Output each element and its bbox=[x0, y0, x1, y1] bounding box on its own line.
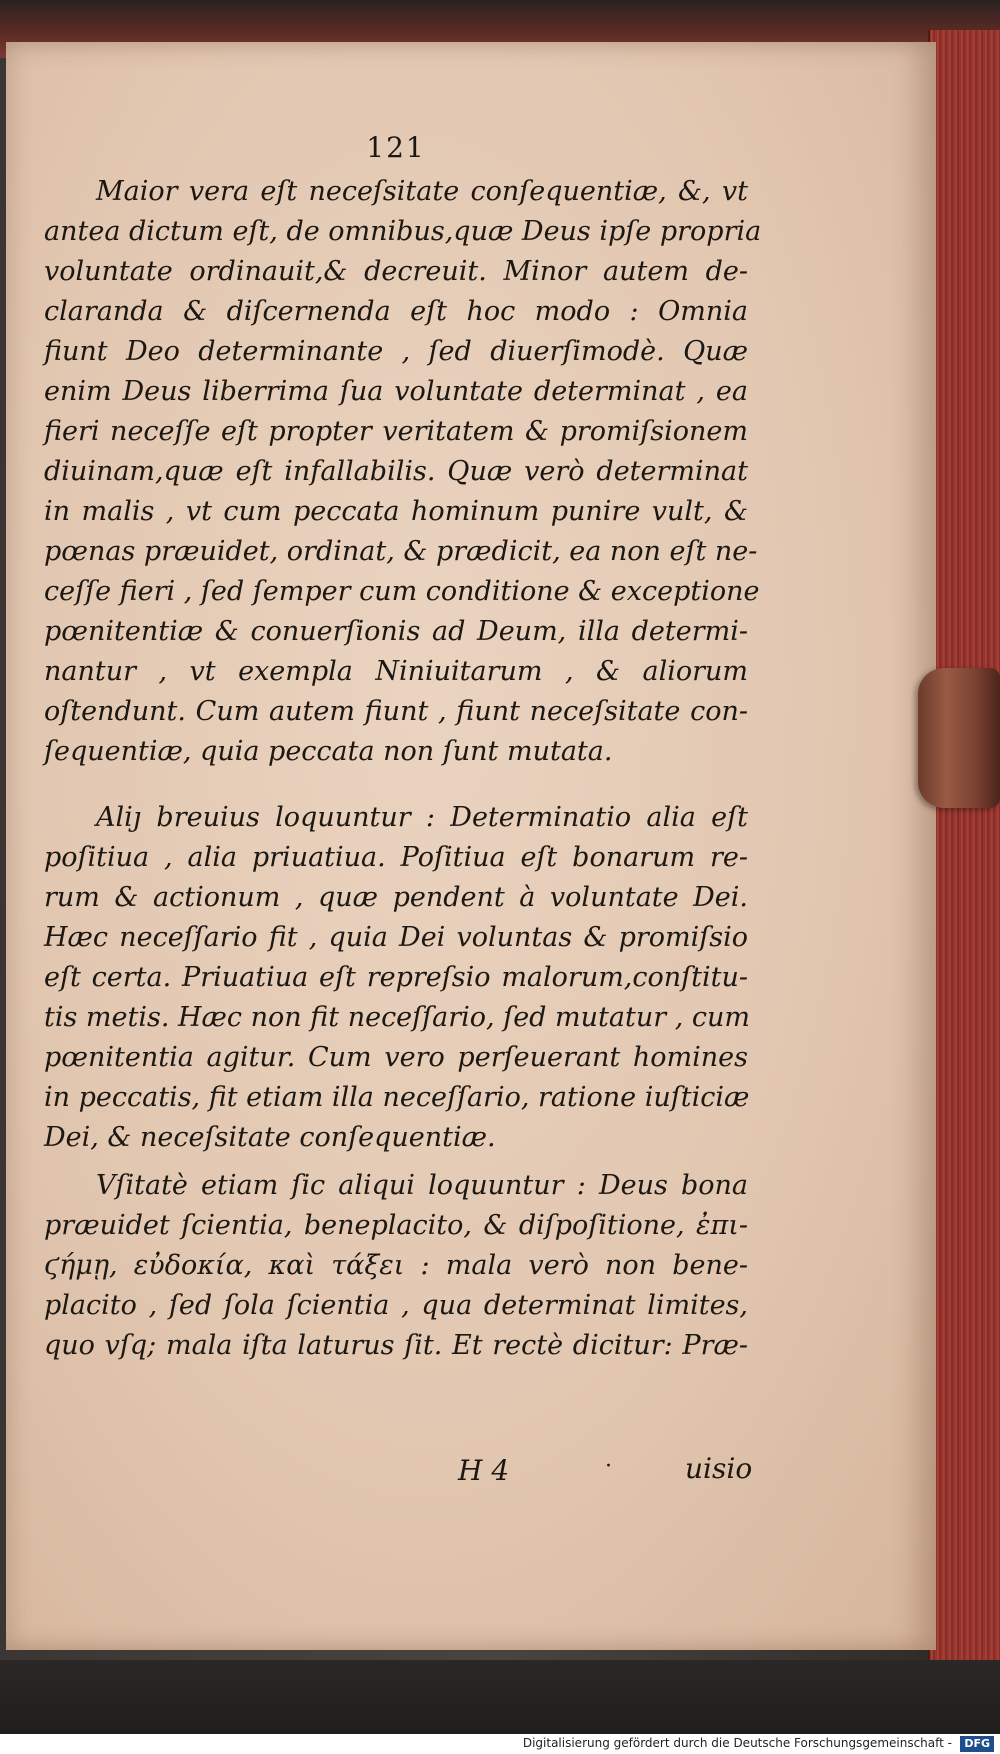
text-line: antea dictum eſt, de omnibus,quæ Deus ipſe propria bbox=[44, 216, 762, 247]
paragraph-3 bbox=[44, 1166, 748, 1366]
text-line: rum & actionum , quæ pendent à voluntate Dei. bbox=[44, 882, 748, 913]
signature-mark: H 4 bbox=[458, 1454, 510, 1487]
digitization-credit: Digitalisierung gefördert durch die Deutsche Forschungsgemeinschaft - bbox=[522, 1736, 952, 1750]
text-line: quo vſq; mala iſta laturus ſit. Et rectè dicitur: Præ- bbox=[44, 1330, 748, 1361]
book-clasp bbox=[918, 668, 1000, 808]
paragraph-gap bbox=[44, 772, 748, 798]
text-line: fieri neceſſe eſt propter veritatem & promiſsionem bbox=[44, 416, 748, 447]
scan-bottom-band bbox=[0, 1660, 1000, 1734]
catchword: uisio bbox=[685, 1452, 753, 1485]
page-edges bbox=[928, 30, 1000, 1660]
text-line: pœnitentiæ & conuerſionis ad Deum, illa determi- bbox=[44, 616, 748, 647]
text-line: Maior vera eſt neceſsitate conſequentiæ, &, vt bbox=[96, 176, 748, 207]
text-line: in malis , vt cum peccata hominum punire vult, & bbox=[44, 496, 748, 527]
text-line: fiunt Deo determinante , ſed diuerſimodè. Quæ bbox=[44, 336, 748, 367]
paragraph-gap bbox=[44, 1158, 748, 1166]
text-line: ceſſe fieri , ſed ſemper cum conditione & exceptione bbox=[44, 576, 760, 607]
page-text bbox=[44, 128, 762, 1366]
text-line: Hæc neceſſario fit , quia Dei voluntas & promiſsio bbox=[44, 922, 748, 953]
text-line: Vſitatè etiam ſic aliqui loquuntur : Deus bona bbox=[96, 1170, 748, 1201]
text-line: oſtendunt. Cum autem fiunt , fiunt neceſsitate con- bbox=[44, 696, 748, 727]
footer-bar bbox=[0, 1734, 1000, 1754]
text-line: ſequentiæ, quia peccata non ſunt mutata. bbox=[44, 736, 613, 767]
text-line: enim Deus liberrima ſua voluntate determinat , ea bbox=[44, 376, 748, 407]
text-line: claranda & diſcernenda eſt hoc modo : Omnia bbox=[44, 296, 748, 327]
text-line: eſt certa. Priuatiua eſt repreſsio malorum,conſtitu- bbox=[44, 962, 748, 993]
text-line: Aliȷ breuius loquuntur : Determinatio alia eſt bbox=[96, 802, 748, 833]
dfg-logo: DFG bbox=[960, 1736, 994, 1752]
paragraph-2 bbox=[44, 798, 748, 1158]
page-number: 121 bbox=[366, 131, 426, 164]
text-line: nantur , vt exempla Niniuitarum , & aliorum bbox=[44, 656, 748, 687]
text-line: pœnitentia agitur. Cum vero perſeuerant homines bbox=[44, 1042, 748, 1073]
text-line: poſitiua , alia priuatiua. Poſitiua eſt bonarum re- bbox=[44, 842, 748, 873]
text-line: tis metis. Hæc non fit neceſſario, ſed mutatur , cum bbox=[44, 1002, 750, 1033]
text-line: Dei, & neceſsitate conſequentiæ. bbox=[44, 1122, 496, 1153]
text-line: præuidet ſcientia, beneplacito, & diſpoſitione, ἐπι- bbox=[44, 1210, 748, 1241]
text-line: placito , ſed ſola ſcientia , qua determinat limites, bbox=[44, 1290, 748, 1321]
paragraph-1 bbox=[44, 172, 762, 772]
text-line: in peccatis, fit etiam illa neceſſario, ratione iuſticiæ bbox=[44, 1082, 750, 1113]
text-line: ϛήμῃ, εὐδοκία, καὶ τάξει : mala verò non bene- bbox=[44, 1250, 748, 1281]
text-line: voluntate ordinauit,& decreuit. Minor autem de- bbox=[44, 256, 748, 287]
text-line: diuinam,quæ eſt infallabilis. Quæ verò determinat bbox=[44, 456, 748, 487]
text-line: pœnas præuidet, ordinat, & prædicit, ea non eſt ne- bbox=[44, 536, 758, 567]
separator-dot: · bbox=[605, 1454, 612, 1479]
